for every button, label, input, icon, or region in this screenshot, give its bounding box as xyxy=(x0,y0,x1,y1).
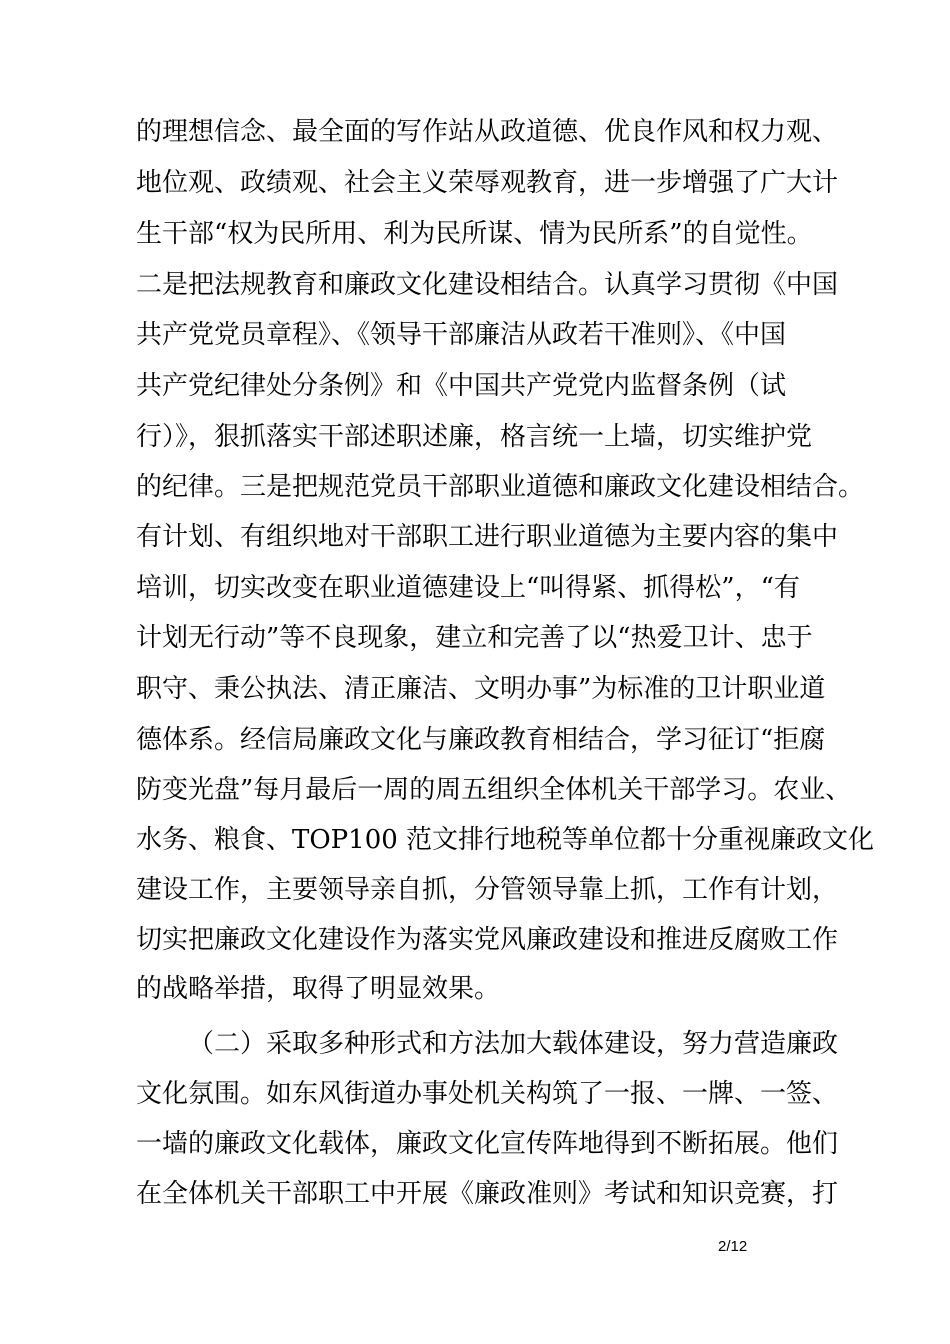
text-line: 二是把法规教育和廉政文化建设相结合。认真学习贯彻《中国 xyxy=(136,270,839,300)
text-line: 计划无行动”等不良现象，建立和完善了以“热爱卫计、忠于 xyxy=(136,623,813,653)
text-line: 防变光盘”每月最后一周的周五组织全体机关干部学习。农业、 xyxy=(136,775,852,805)
text-line: 行）》，狠抓落实干部述职述廉，格言统一上墙，切实维护党 xyxy=(136,422,813,452)
text-line: 培训，切实改变在职业道德建设上“叫得紧、抓得松”，“有 xyxy=(136,573,800,603)
text-line: 的战略举措，取得了明显效果。 xyxy=(136,974,501,1004)
text-line: 有计划、有组织地对干部职工进行职业道德为主要内容的集中 xyxy=(136,522,839,552)
text-line: 切实把廉政文化建设作为落实党风廉政建设和推进反腐败工作 xyxy=(136,925,839,955)
text-line: 共产党纪律处分条例》和《中国共产党党内监督条例（试 xyxy=(136,371,787,401)
text-line: 水务、粮食、TOP100 范文排行地税等单位都十分重视廉政文化 xyxy=(136,825,875,855)
text-line: 一墙的廉政文化载体，廉政文化宣传阵地得到不断拓展。他们 xyxy=(136,1129,839,1159)
page-number: 2/12 xyxy=(718,1238,748,1255)
text-line: 德体系。经信局廉政文化与廉政教育相结合，学习征订“拒腐 xyxy=(136,725,826,755)
text-line: 的理想信念、最全面的写作站从政道德、优良作风和权力观、 xyxy=(136,117,839,147)
text-line: 的纪律。三是把规范党员干部职业道德和廉政文化建设相结合。 xyxy=(136,472,865,502)
text-line: 共产党党员章程》、《领导干部廉洁从政若干准则》、《中国 xyxy=(136,320,787,350)
text-line: 地位观、政绩观、社会主义荣辱观教育，进一步增强了广大计 xyxy=(136,168,839,198)
text-line: 文化氛围。如东风街道办事处机关构筑了一报、一牌、一签、 xyxy=(136,1079,839,1109)
paragraph-first-line: （二）采取多种形式和方法加大载体建设，努力营造廉政 xyxy=(188,1029,839,1059)
text-line: 在全体机关干部职工中开展《廉政准则》考试和知识竞赛，打 xyxy=(136,1179,839,1209)
text-line: 建设工作，主要领导亲自抓，分管领导靠上抓，工作有计划， xyxy=(136,875,839,905)
text-line: 生干部“权为民所用、利为民所谋、情为民所系”的自觉性。 xyxy=(136,219,813,249)
text-line: 职守、秉公执法、清正廉洁、文明办事”为标准的卫计职业道 xyxy=(136,674,826,704)
